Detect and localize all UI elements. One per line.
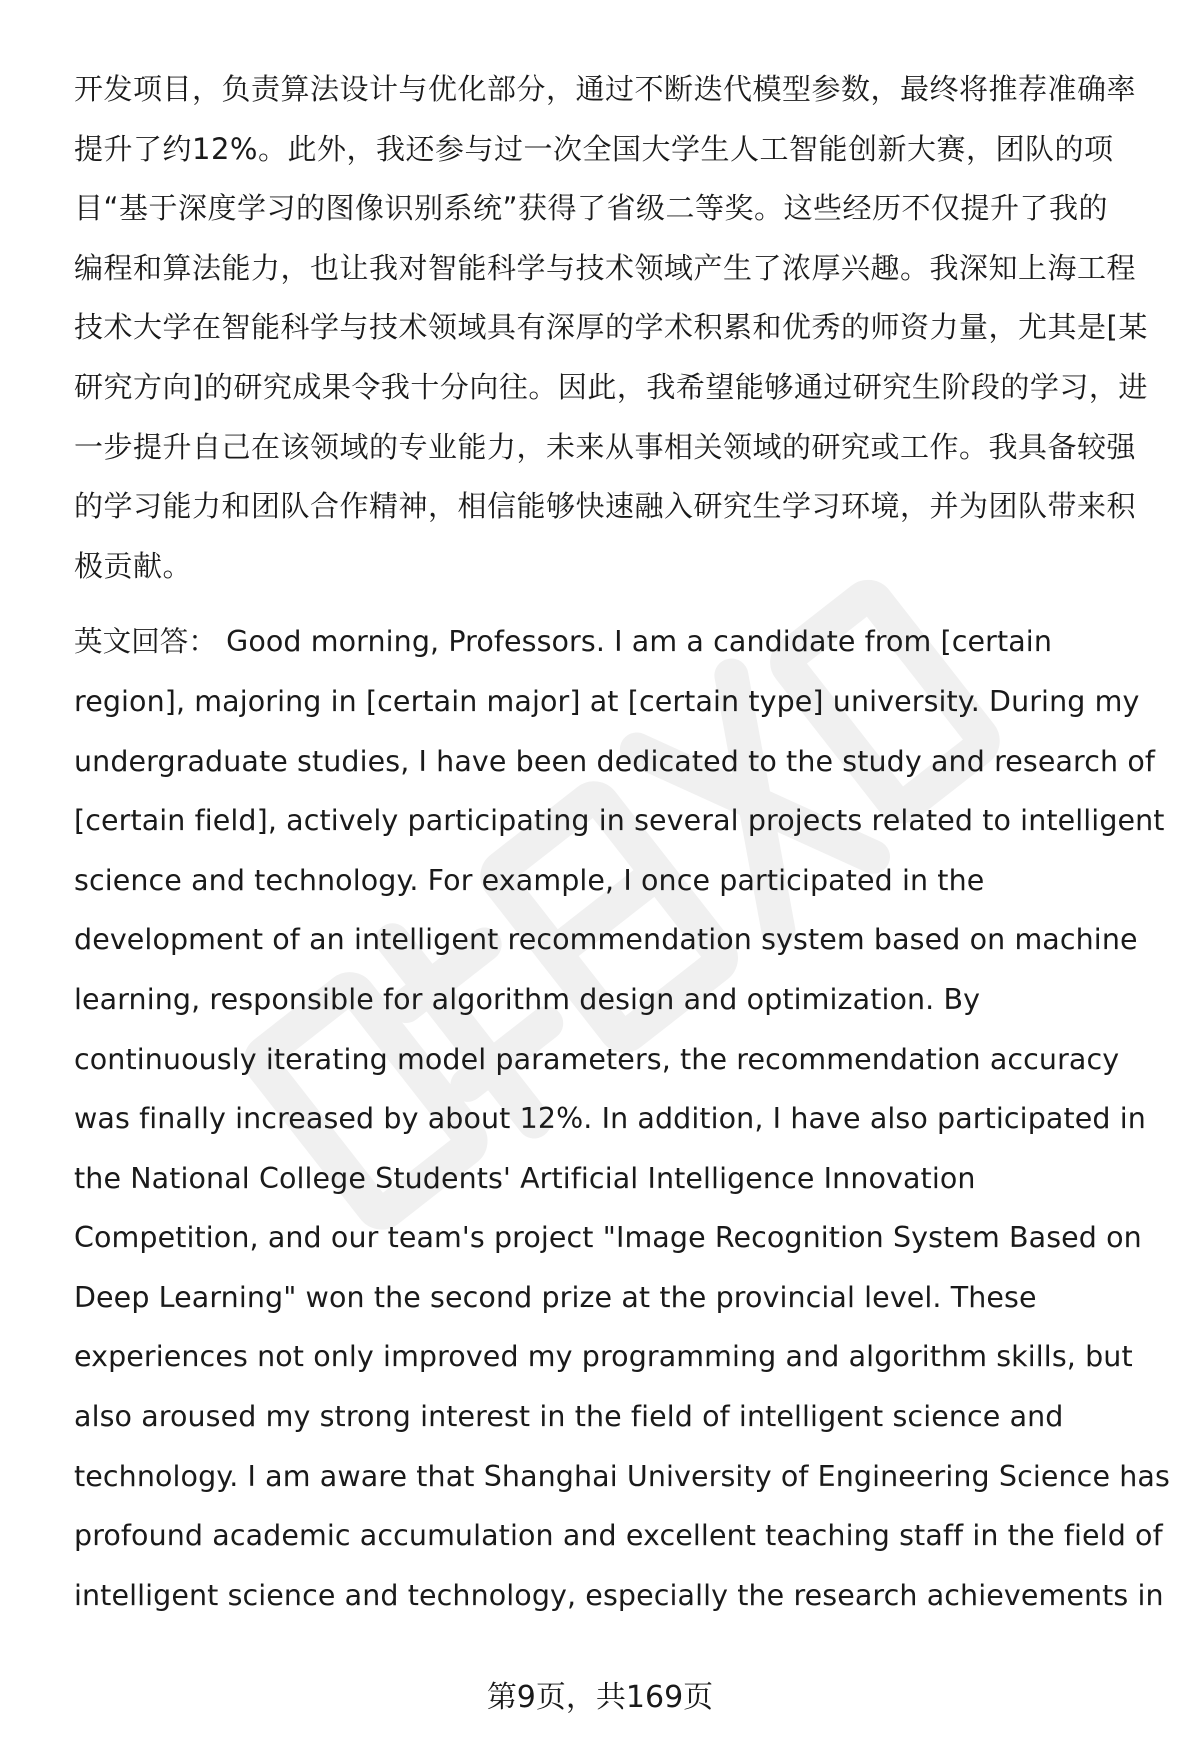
text-line: 研究方向]的研究成果令我十分向往。因此，我希望能够通过研究生阶段的学习，进 [74, 369, 1148, 404]
text-line: intelligent science and technology, especially the research achievements in [74, 1578, 1164, 1612]
english-answer-paragraph [74, 612, 1170, 1625]
text-line: the National College Students' Artificial Intelligence Innovation [74, 1161, 976, 1195]
text-line: development of an intelligent recommendation system based on machine [74, 923, 1138, 957]
document-body [74, 60, 1170, 1625]
text-line: 提升了约12%。此外，我还参与过一次全国大学生人工智能创新大赛，团队的项 [74, 131, 1114, 166]
text-line: 编程和算法能力，也让我对智能科学与技术领域产生了浓厚兴趣。我深知上海工程 [74, 250, 1137, 285]
text-line: 开发项目，负责算法设计与优化部分，通过不断迭代模型参数，最终将推荐准确率 [74, 72, 1137, 106]
text-line: 的学习能力和团队合作精神，相信能够快速融入研究生学习环境，并为团队带来积 [74, 489, 1137, 524]
text-line: 英文回答： Good morning, Professors. I am a candidate from [certain [74, 625, 1052, 659]
text-line: technology. I am aware that Shanghai University of Engineering Science has [74, 1459, 1170, 1493]
text-line: Competition, and our team's project "Image Recognition System Based on [74, 1221, 1142, 1255]
text-line: [certain field], actively participating in several projects related to intelligent [74, 804, 1165, 838]
text-line: Deep Learning" won the second prize at the provincial level. These [74, 1280, 1037, 1314]
text-line: experiences not only improved my programming and algorithm skills, but [74, 1340, 1133, 1374]
text-line: profound academic accumulation and excellent teaching staff in the field of [74, 1519, 1163, 1553]
text-line: 一步提升自己在该领域的专业能力，未来从事相关领域的研究或工作。我具备较强 [74, 429, 1137, 464]
text-line: 极贡献。 [74, 548, 193, 583]
text-line: continuously iterating model parameters, the recommendation accuracy [74, 1042, 1120, 1076]
text-line: learning, responsible for algorithm design and optimization. By [74, 982, 981, 1016]
text-line: was finally increased by about 12%. In addition, I have also participated in [74, 1102, 1146, 1136]
text-line: 技术大学在智能科学与技术领域具有深厚的学术积累和优秀的师资力量，尤其是[某 [74, 310, 1148, 345]
text-line: region], majoring in [certain major] at [certain type] university. During my [74, 684, 1140, 718]
page-number-footer: 第9页，共169页 [486, 1680, 714, 1715]
chinese-answer-paragraph [74, 60, 1154, 596]
text-line: undergraduate studies, I have been dedicated to the study and research of [74, 744, 1155, 778]
text-line: 目“基于深度学习的图像识别系统”获得了省级二等奖。这些经历不仅提升了我的 [74, 191, 1109, 226]
text-line: also aroused my strong interest in the field of intelligent science and [74, 1400, 1064, 1434]
text-line: science and technology. For example, I once participated in the [74, 863, 985, 897]
